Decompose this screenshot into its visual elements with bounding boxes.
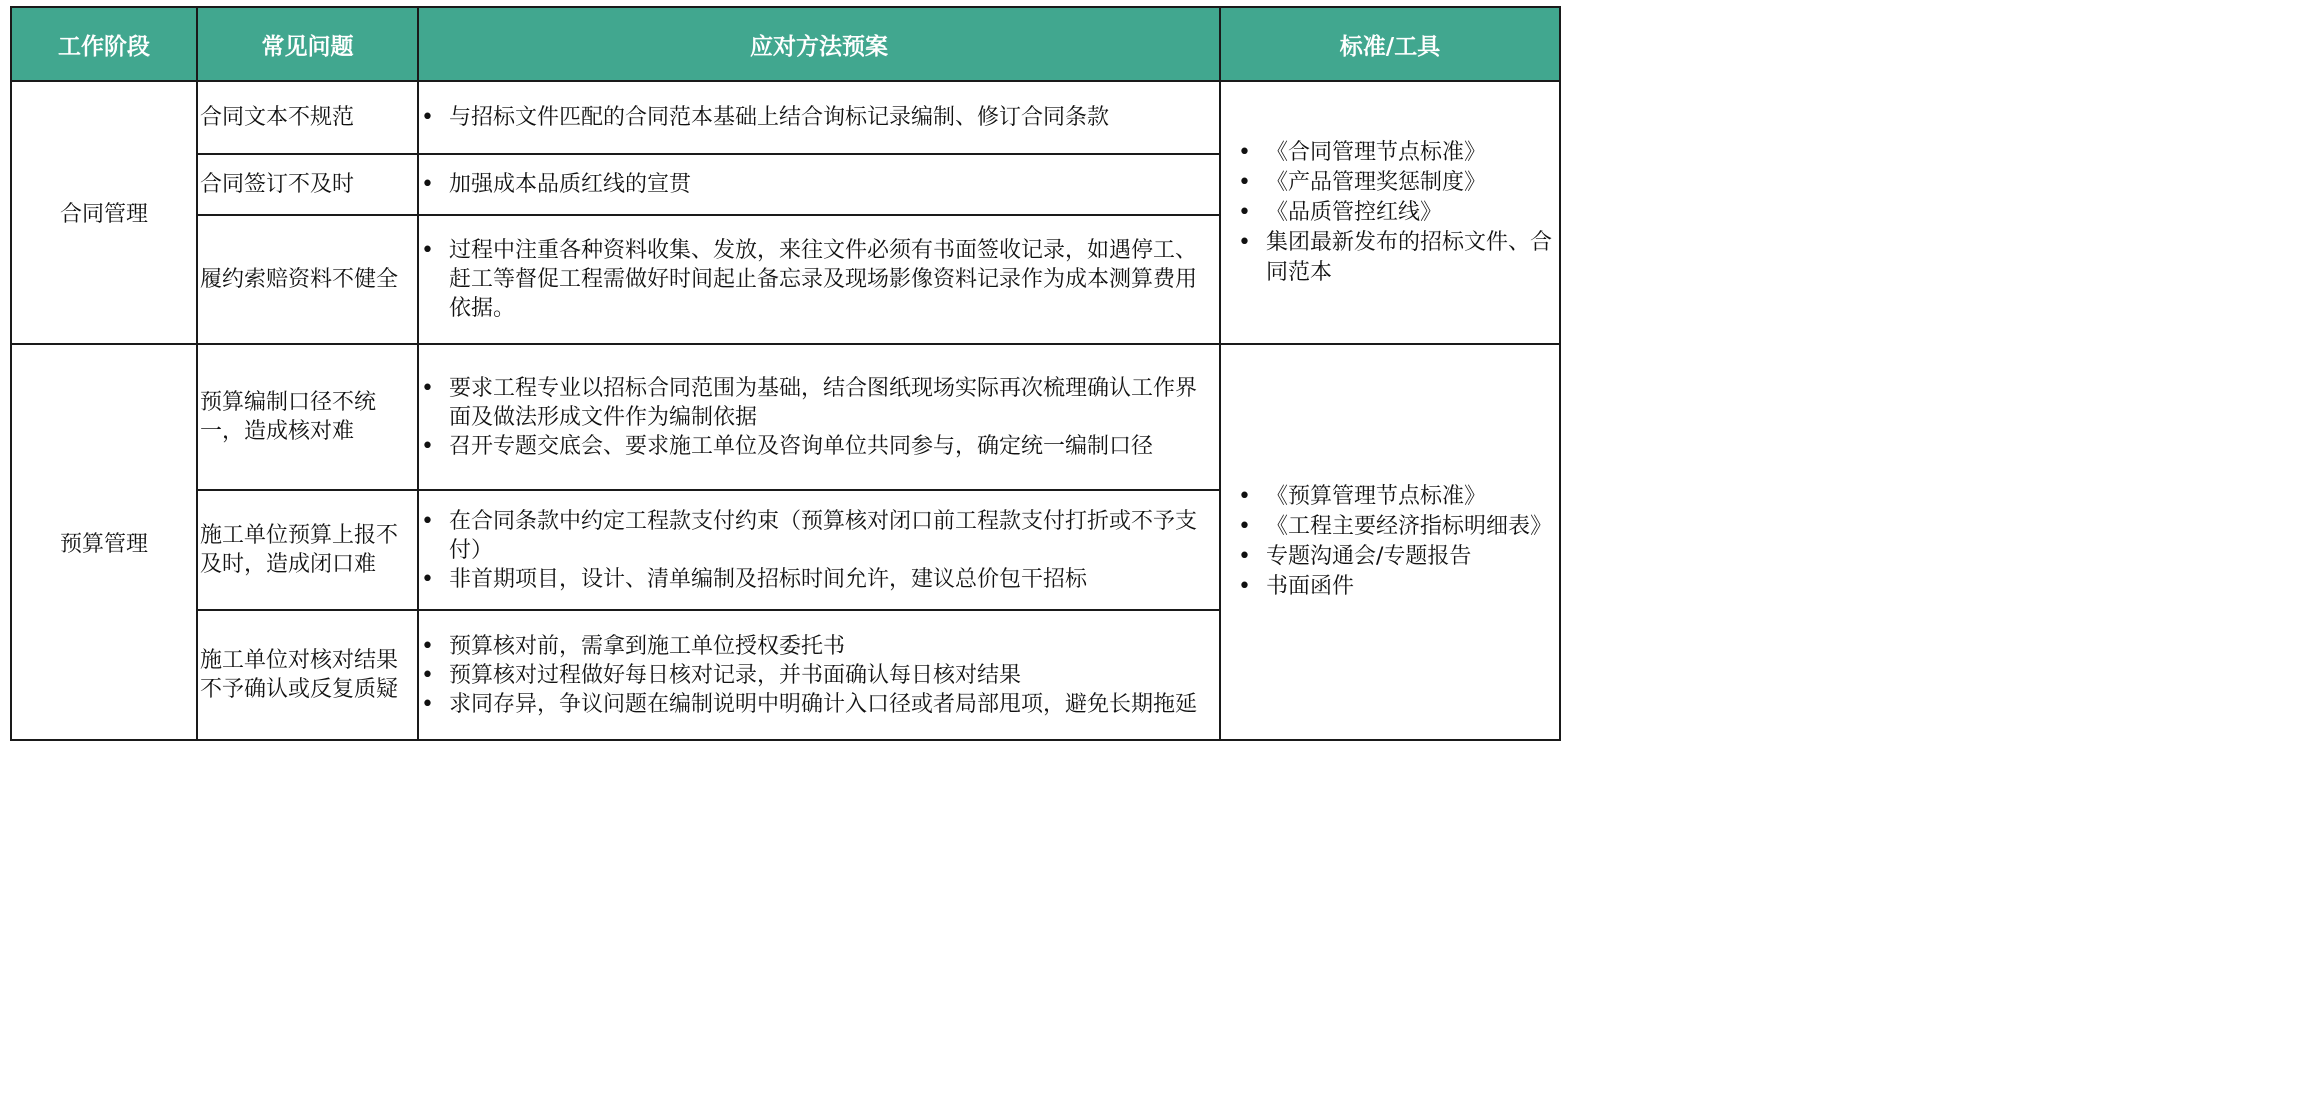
header-standard: 标准/工具	[1220, 7, 1560, 81]
issue-cell: 合同文本不规范	[197, 81, 418, 154]
issue-cell: 施工单位对核对结果不予确认或反复质疑	[197, 610, 418, 740]
solution-list	[419, 374, 1219, 461]
solution-item: • 非首期项目，设计、清单编制及招标时间允许，建议总价包干招标	[419, 565, 1219, 594]
standard-item: • 《品质管控红线》	[1235, 198, 1559, 228]
standards-list	[1221, 138, 1559, 288]
solution-cell	[418, 81, 1220, 154]
table-row	[11, 81, 1560, 154]
solution-item: • 求同存异，争议问题在编制说明中明确计入口径或者局部甩项，避免长期拖延	[419, 690, 1219, 719]
header-issue: 常见问题	[197, 7, 418, 81]
solution-item: • 与招标文件匹配的合同范本基础上结合询标记录编制、修订合同条款	[419, 103, 1219, 132]
header-row	[11, 7, 1560, 81]
solution-item: • 召开专题交底会、要求施工单位及咨询单位共同参与，确定统一编制口径	[419, 432, 1219, 461]
solution-item: • 预算核对过程做好每日核对记录，并书面确认每日核对结果	[419, 661, 1219, 690]
standards-list	[1221, 482, 1559, 602]
table-row	[11, 344, 1560, 490]
solution-cell	[418, 610, 1220, 740]
solution-item: • 在合同条款中约定工程款支付约束（预算核对闭口前工程款支付打折或不予支付）	[419, 507, 1219, 565]
standard-item: • 《合同管理节点标准》	[1235, 138, 1559, 168]
standard-item: • 《工程主要经济指标明细表》	[1235, 512, 1559, 542]
standard-item: • 专题沟通会/专题报告	[1235, 542, 1559, 572]
solution-cell	[418, 215, 1220, 344]
solution-list	[419, 507, 1219, 594]
issue-cell: 施工单位预算上报不及时，造成闭口难	[197, 490, 418, 610]
solution-item: • 加强成本品质红线的宣贯	[419, 170, 1219, 199]
solution-cell	[418, 344, 1220, 490]
standards-cell	[1220, 344, 1560, 740]
solution-list	[419, 632, 1219, 719]
solution-list	[419, 103, 1219, 132]
standard-item: • 书面函件	[1235, 572, 1559, 602]
solution-list	[419, 170, 1219, 199]
stage-cell: 预算管理	[11, 344, 197, 740]
standards-cell	[1220, 81, 1560, 344]
solution-item: • 预算核对前，需拿到施工单位授权委托书	[419, 632, 1219, 661]
issue-cell: 合同签订不及时	[197, 154, 418, 215]
solution-list	[419, 236, 1219, 323]
header-stage: 工作阶段	[11, 7, 197, 81]
solution-cell	[418, 490, 1220, 610]
work-stage-table	[10, 6, 1561, 741]
issue-cell: 履约索赔资料不健全	[197, 215, 418, 344]
standard-item: • 《产品管理奖惩制度》	[1235, 168, 1559, 198]
standard-item: • 《预算管理节点标准》	[1235, 482, 1559, 512]
header-solution: 应对方法预案	[418, 7, 1220, 81]
solution-cell	[418, 154, 1220, 215]
issue-cell: 预算编制口径不统一，造成核对难	[197, 344, 418, 490]
solution-item: • 要求工程专业以招标合同范围为基础，结合图纸现场实际再次梳理确认工作界面及做法形成文件作为编制依据	[419, 374, 1219, 432]
standard-item: • 集团最新发布的招标文件、合同范本	[1235, 228, 1559, 288]
stage-cell: 合同管理	[11, 81, 197, 344]
solution-item: • 过程中注重各种资料收集、发放，来往文件必须有书面签收记录，如遇停工、赶工等督促工程需做好时间起止备忘录及现场影像资料记录作为成本测算费用依据。	[419, 236, 1219, 323]
